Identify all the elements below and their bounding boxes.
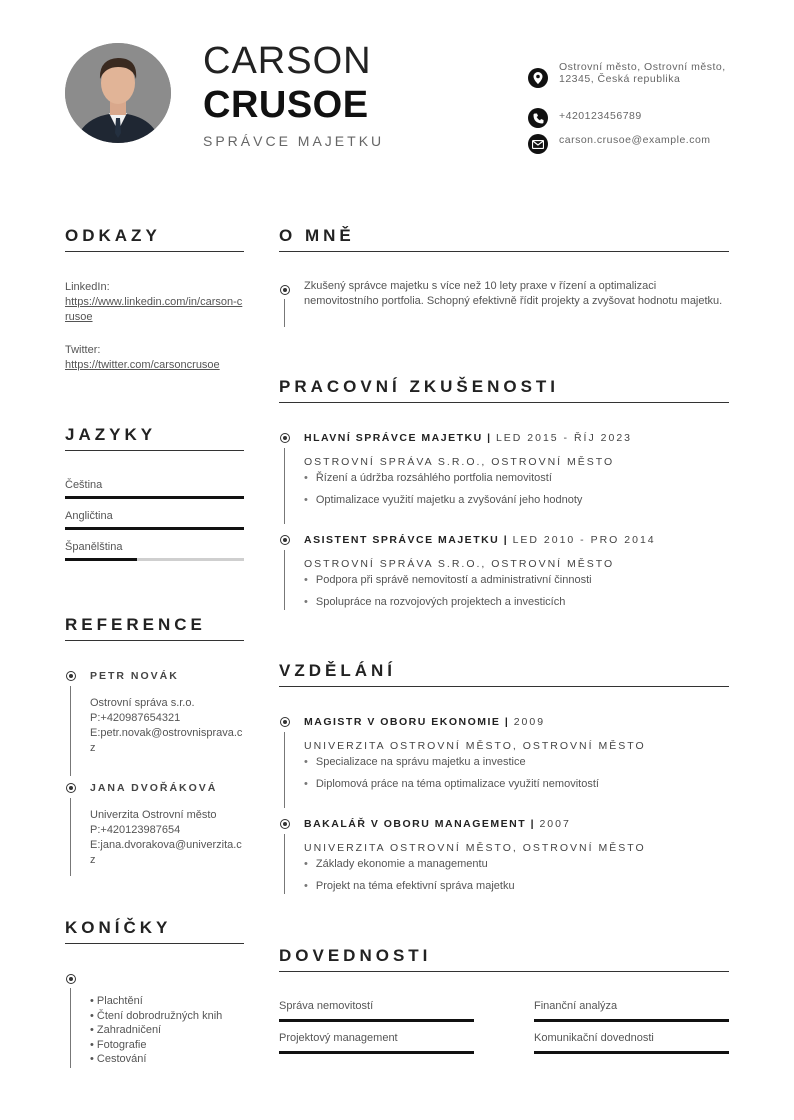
reference-org: Univerzita Ostrovní město: [90, 809, 217, 821]
language-bar: [65, 527, 244, 530]
reference-details: [90, 696, 244, 756]
linkedin-block: [65, 280, 244, 325]
language-item: [65, 479, 244, 499]
hobby-item: • Plachtění: [90, 995, 143, 1007]
references-heading: REFERENCE: [65, 615, 244, 641]
reference-email: E:jana.dvorakova@univerzita.cz: [90, 839, 242, 866]
address-text: Ostrovní město, Ostrovní město, 12345, Česká republika: [559, 61, 726, 85]
job-role: SPRÁVCE MAJETKU: [203, 133, 385, 149]
degree-text: BAKALÁŘ V OBORU MANAGEMENT: [304, 818, 527, 830]
timeline-line: [70, 988, 71, 1068]
degree-date: 2009: [513, 716, 546, 728]
job-date: LED 2015 - ŘÍJ 2023: [495, 432, 632, 444]
education-title: MAGISTR V OBORU EKONOMIE | 2009: [304, 716, 546, 728]
twitter-link[interactable]: https://twitter.com/carsoncrusoe: [65, 359, 220, 371]
hobby-item: • Fotografie: [90, 1038, 147, 1051]
timeline-dot: [280, 535, 290, 545]
education-bullet: • Projekt na téma efektivní správa majetku: [304, 880, 515, 892]
job-bullet: • Optimalizace využití majetku a zvyšování jeho hodnoty: [304, 494, 582, 506]
timeline-dot: [66, 974, 76, 984]
skill-name: Správa nemovitostí: [279, 1000, 374, 1012]
reference-org: Ostrovní správa s.r.o.: [90, 697, 195, 709]
timeline-dot: [66, 671, 76, 681]
experience-heading: PRACOVNÍ ZKUŠENOSTI: [279, 377, 729, 403]
contact-email: [528, 134, 728, 154]
school-name: UNIVERZITA OSTROVNÍ MĚSTO, OSTROVNÍ MĚSTO: [304, 740, 646, 752]
job-date: LED 2010 - PRO 2014: [512, 534, 656, 546]
job-title-text: ASISTENT SPRÁVCE MAJETKU: [304, 534, 500, 546]
phone-text[interactable]: +420123456789: [559, 110, 642, 122]
job-bullet: • Spolupráce na rozvojových projektech a investicích: [304, 596, 565, 608]
education-heading: VZDĚLÁNÍ: [279, 661, 729, 687]
reference-phone: P:+420123987654: [90, 824, 181, 836]
email-text[interactable]: carson.crusoe@example.com: [559, 134, 711, 146]
hobby-item: • Cestování: [90, 1053, 147, 1066]
timeline-line: [284, 299, 285, 327]
job-title: HLAVNÍ SPRÁVCE MAJETKU | LED 2015 - ŘÍJ 2023: [304, 432, 632, 444]
education-bullet: • Specializace na správu majetku a investice: [304, 756, 526, 768]
timeline-line: [70, 686, 71, 776]
timeline-dot: [280, 433, 290, 443]
reference-name: PETR NOVÁK: [90, 670, 179, 682]
job-company: OSTROVNÍ SPRÁVA S.R.O., OSTROVNÍ MĚSTO: [304, 558, 615, 570]
skill-bar: [534, 1051, 729, 1054]
education-bullet: • Diplomová práce na téma optimalizace využití nemovitostí: [304, 778, 599, 790]
language-name: Čeština: [65, 479, 103, 491]
last-name: CRUSOE: [203, 84, 369, 126]
degree-text: MAGISTR V OBORU EKONOMIE: [304, 716, 501, 728]
twitter-block: [65, 343, 244, 373]
language-name: Španělština: [65, 541, 123, 553]
timeline-line: [284, 732, 285, 808]
skill-bar: [279, 1051, 474, 1054]
reference-phone: P:+420987654321: [90, 712, 181, 724]
job-company: OSTROVNÍ SPRÁVA S.R.O., OSTROVNÍ MĚSTO: [304, 456, 615, 468]
skill-bar: [534, 1019, 729, 1022]
education-title: BAKALÁŘ V OBORU MANAGEMENT | 2007: [304, 818, 571, 830]
skill-item: [534, 1032, 729, 1054]
degree-date: 2007: [539, 818, 571, 830]
timeline-line: [284, 448, 285, 524]
reference-name: JANA DVOŘÁKOVÁ: [90, 782, 218, 794]
about-text: Zkušený správce majetku s více než 10 lety praxe v řízení a optimalizaci nemovitostního portfolia. Schopný efektivně řídit projekty a zvyšovat hodnotu majetku.: [304, 280, 723, 307]
phone-icon: [528, 108, 548, 128]
job-title: ASISTENT SPRÁVCE MAJETKU | LED 2010 - PRO 2014: [304, 534, 656, 546]
timeline-dot: [66, 783, 76, 793]
timeline-dot: [280, 819, 290, 829]
location-pin-icon: [528, 68, 548, 88]
language-item: [65, 541, 244, 561]
envelope-icon: [528, 134, 548, 154]
skill-name: Projektový management: [279, 1032, 398, 1044]
timeline-line: [284, 550, 285, 610]
language-bar: [65, 558, 244, 561]
first-name: CARSON: [203, 40, 372, 82]
timeline-dot: [280, 717, 290, 727]
reference-email: E:petr.novak@ostrovnisprava.cz: [90, 727, 243, 754]
languages-heading: JAZYKY: [65, 425, 244, 451]
reference-details: [90, 808, 244, 868]
skill-name: Komunikační dovednosti: [534, 1032, 654, 1044]
links-heading: ODKAZY: [65, 226, 244, 252]
contact-address: [528, 61, 728, 88]
linkedin-label: LinkedIn:: [65, 281, 110, 293]
twitter-label: Twitter:: [65, 344, 101, 356]
job-bullet: • Řízení a údržba rozsáhlého portfolia nemovitostí: [304, 472, 552, 484]
job-title-text: HLAVNÍ SPRÁVCE MAJETKU: [304, 432, 483, 444]
job-bullet: • Podpora při správě nemovitostí a administrativní činnosti: [304, 574, 592, 586]
hobbies-list: [90, 994, 222, 1067]
skill-item: [279, 1032, 474, 1054]
hobby-item: • Zahradničení: [90, 1024, 162, 1037]
skill-item: [534, 1000, 729, 1022]
timeline-dot: [280, 285, 290, 295]
contact-phone: [528, 108, 728, 128]
language-name: Angličtina: [65, 510, 113, 522]
linkedin-link[interactable]: https://www.linkedin.com/in/carson-crusoe: [65, 296, 243, 323]
profile-photo: [65, 43, 171, 143]
skill-name: Finanční analýza: [534, 1000, 618, 1012]
skill-bar: [279, 1019, 474, 1022]
school-name: UNIVERZITA OSTROVNÍ MĚSTO, OSTROVNÍ MĚSTO: [304, 842, 646, 854]
about-heading: O MNĚ: [279, 226, 729, 252]
education-bullet: • Základy ekonomie a managementu: [304, 858, 488, 870]
timeline-line: [70, 798, 71, 876]
language-bar: [65, 496, 244, 499]
skills-heading: DOVEDNOSTI: [279, 946, 729, 972]
hobbies-heading: KONÍČKY: [65, 918, 244, 944]
timeline-line: [284, 834, 285, 894]
language-item: [65, 510, 244, 530]
hobby-item: • Čtení dobrodružných knih: [90, 1009, 223, 1022]
skill-item: [279, 1000, 474, 1022]
